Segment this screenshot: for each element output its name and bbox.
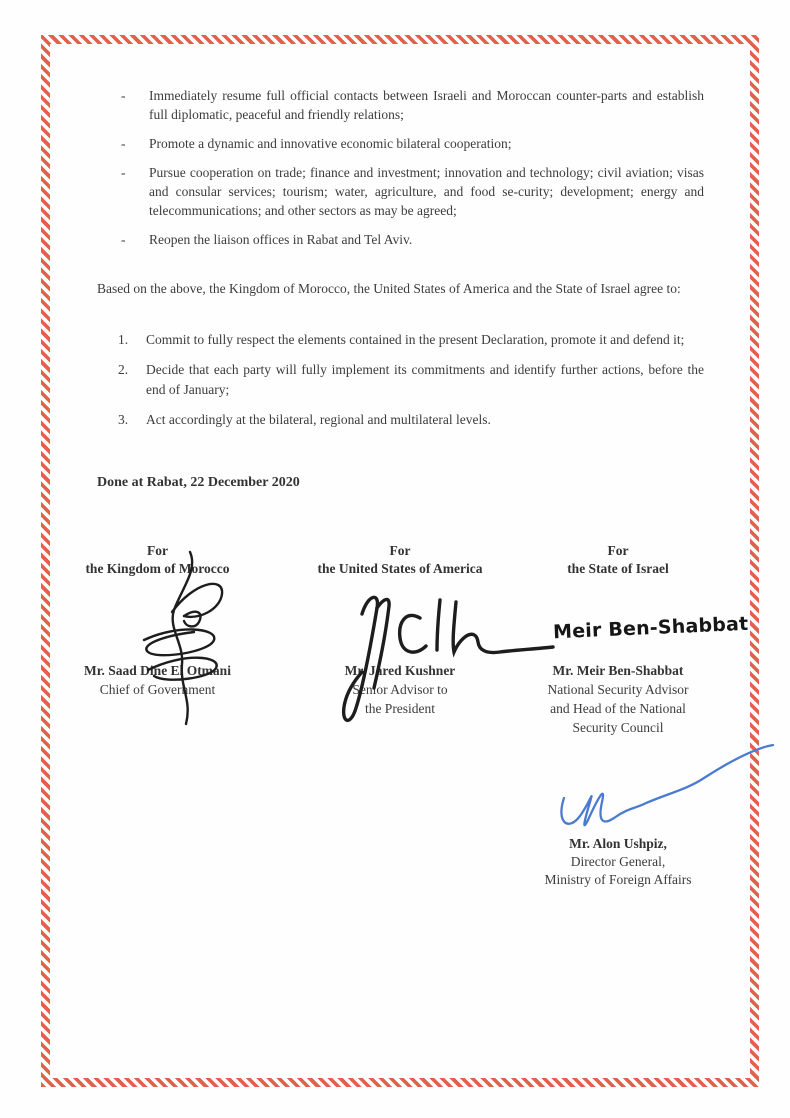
for-label: For <box>389 543 411 558</box>
signatory-usa <box>298 661 502 718</box>
signatory-name: Mr. Jared Kushner <box>344 663 456 678</box>
entity-label: the United States of America <box>317 561 483 576</box>
bullet-text: Reopen the liaison offices in Rabat and Tel Aviv. <box>149 232 413 247</box>
signature-header-israel <box>512 542 724 578</box>
bullet-dash: - <box>121 165 126 180</box>
list-item <box>118 330 704 350</box>
signatory-title: Chief of Government <box>99 682 216 697</box>
item-number: 3. <box>118 412 129 427</box>
list-item <box>118 86 704 124</box>
signatory-title: Security Council <box>572 720 664 735</box>
item-text: Commit to fully respect the elements contained in the present Declaration, promote it and defend it; <box>146 332 685 347</box>
item-number: 1. <box>118 332 129 347</box>
signatory-title: Senior Advisor to <box>352 682 448 697</box>
bullet-dash: - <box>121 136 126 151</box>
entity-label: the Kingdom of Morocco <box>85 561 230 576</box>
bullet-text: Immediately resume full official contacts between Israeli and Moroccan counter-parts and establish full diplomatic, peaceful and friendly relations; <box>149 88 704 122</box>
item-text: Act accordingly at the bilateral, regional and multilateral levels. <box>146 412 491 427</box>
bullet-text: Pursue cooperation on trade; finance and investment; innovation and technology; civil aviation; visas and consular services; tourism; water, agriculture, and food se-curity; development; energy and telecommunications; and other sectors as may be agreed; <box>149 165 704 218</box>
signature-header-usa <box>298 542 502 578</box>
list-item <box>118 360 704 400</box>
bullet-list <box>118 86 704 259</box>
list-item <box>118 410 704 430</box>
signatory-israel <box>512 661 724 737</box>
numbered-list <box>118 330 704 440</box>
signatory-name: Mr. Meir Ben-Shabbat <box>552 663 684 678</box>
item-text: Decide that each party will fully implement its commitments and identify further actions, before the end of January; <box>146 362 704 397</box>
dateline: Done at Rabat, 22 December 2020 <box>97 475 300 490</box>
item-number: 2. <box>118 362 129 377</box>
list-item <box>118 163 704 220</box>
bullet-dash: - <box>121 88 126 103</box>
signatory-title: and Head of the National <box>550 701 686 716</box>
entity-label: the State of Israel <box>567 561 669 576</box>
signature-header-morocco <box>55 542 260 578</box>
signatory-ushpiz <box>512 835 724 889</box>
signatory-title: National Security Advisor <box>547 682 689 697</box>
signatory-morocco <box>55 661 260 699</box>
signatory-title: the President <box>364 701 436 716</box>
signatory-name: Mr. Alon Ushpiz, <box>569 836 667 851</box>
bullet-text: Promote a dynamic and innovative economic bilateral cooperation; <box>149 136 512 151</box>
list-item <box>118 134 704 153</box>
for-label: For <box>607 543 629 558</box>
signatory-title: Director General, <box>570 854 666 869</box>
agreement-paragraph: Based on the above, the Kingdom of Morocco, the United States of America and the State of Israel agree to: <box>97 281 681 296</box>
list-item <box>118 230 704 249</box>
bullet-dash: - <box>121 232 126 247</box>
signatory-title: Ministry of Foreign Affairs <box>544 872 692 887</box>
signatory-name: Mr. Saad Dine El Otmani <box>84 663 231 678</box>
meir-ben-shabbat-handwritten-signature: Meir Ben-Shabbat <box>552 612 749 644</box>
for-label: For <box>147 543 168 558</box>
